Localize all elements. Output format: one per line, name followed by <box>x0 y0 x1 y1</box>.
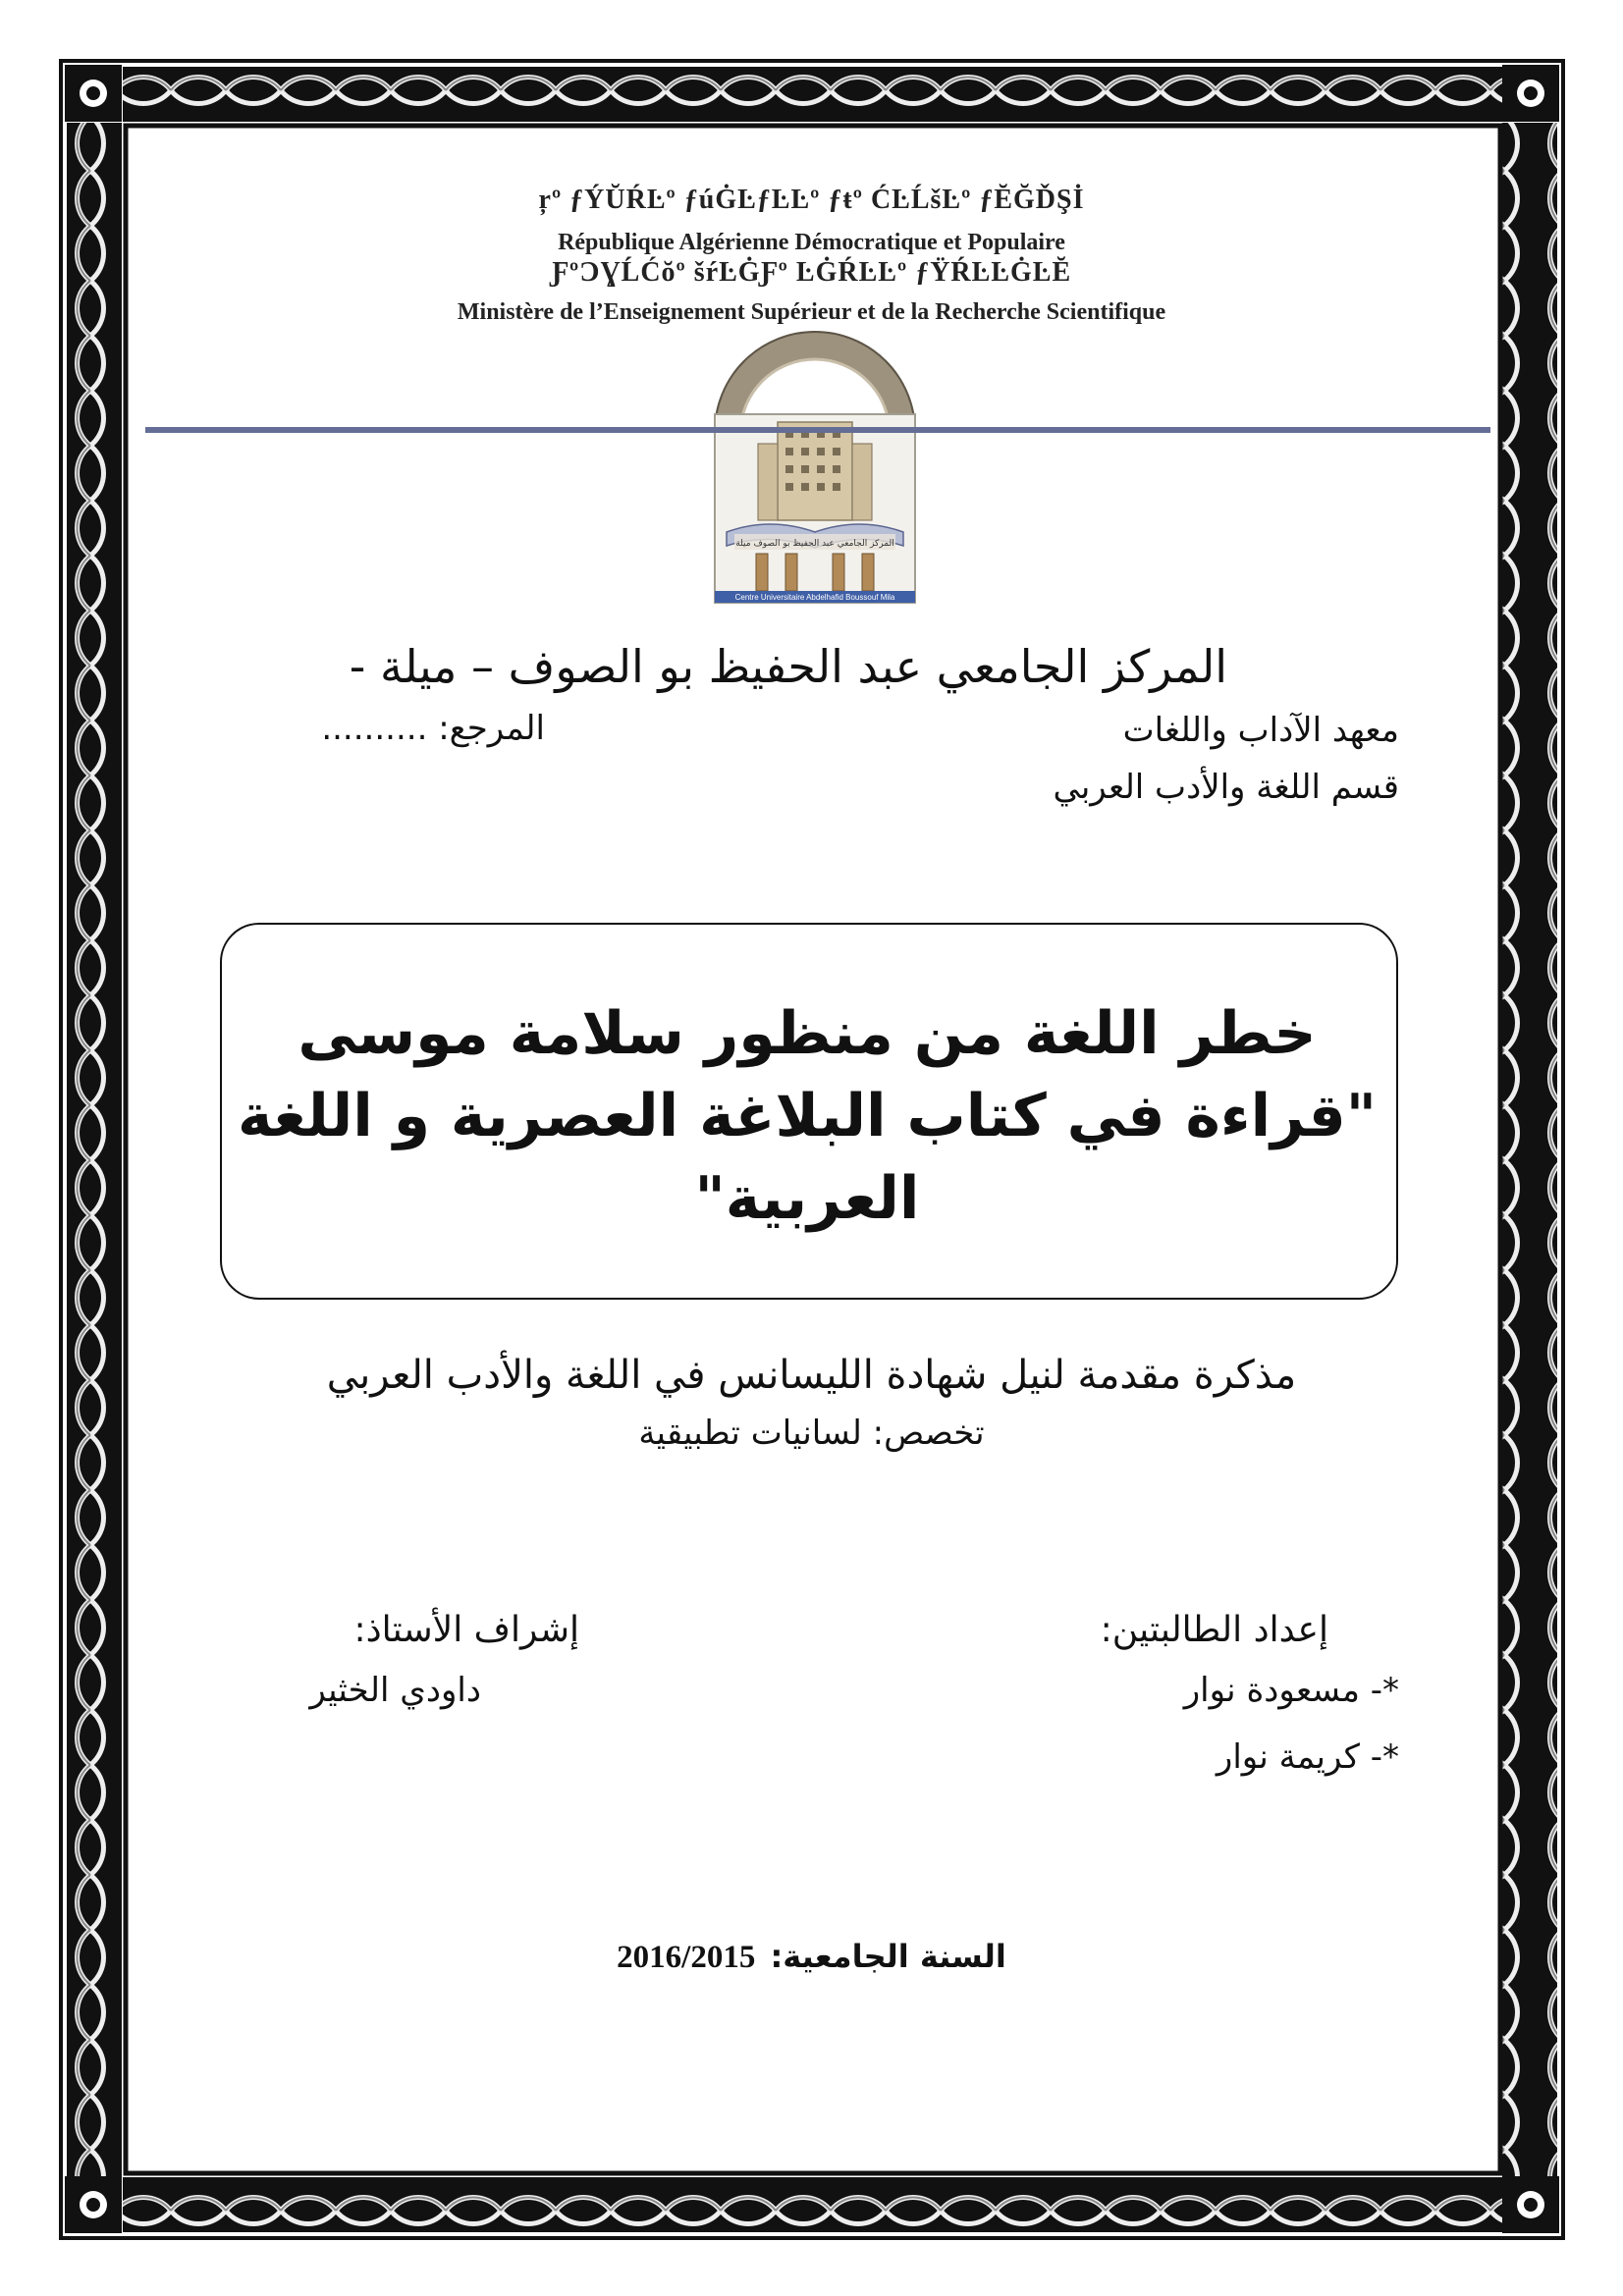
memo-specialty: تخصص: لسانيات تطبيقية <box>638 1414 985 1453</box>
supervisor-heading: إشراف الأستاذ: <box>353 1610 579 1650</box>
academic-year <box>0 1938 1623 1976</box>
corner-ornament <box>1502 2176 1559 2233</box>
student-name-2: *- كريمة نوار <box>1216 1737 1399 1777</box>
thesis-title-line-1: خطر اللغة من منظور سلامة موسى <box>298 999 1317 1068</box>
republic-name-fr: République Algérienne Démocratique et Populaire <box>558 230 1065 255</box>
logo-caption: Centre Universitaire Abdelhafid Boussouf Mila <box>734 593 895 602</box>
header-arabic-garbled-2: ƑºƆƔĹĆŏº šŕĿĠƑº ĿĠŔĿĿº ƒŸŔĿĿĠĿĔ <box>551 257 1072 288</box>
thesis-title-line-2: "قراءة في كتاب البلاغة العصرية و اللغة <box>237 1082 1378 1150</box>
corner-ornament <box>65 2176 122 2233</box>
logo-arabic-banner: المركز الجامعي عبد الحفيظ بو الصوف ميلة <box>735 539 894 549</box>
supervisor-name: داودي الخثير <box>309 1671 481 1710</box>
student-name-1: *- مسعودة نوار <box>1183 1671 1399 1710</box>
header-arabic-garbled-1: ŗº ƒÝŬŔĿº ƒúĠĿƒĿĿº ƒŧº ĆĿĹšĿº ƒĔĞĎŞİ <box>538 185 1085 215</box>
institute-name: معهد الآداب واللغات <box>1122 711 1399 750</box>
corner-ornament <box>65 65 122 122</box>
corner-ornament <box>1502 65 1559 122</box>
academic-year-label: السنة الجامعية: <box>770 1938 1006 1975</box>
university-logo <box>687 324 943 609</box>
thesis-title-line-3: العربية" <box>694 1164 920 1233</box>
ministry-name-fr: Ministère de l’Enseignement Supérieur et de la Recherche Scientifique <box>457 299 1166 325</box>
academic-year-value: 2016/2015 <box>617 1940 756 1975</box>
header-rule <box>145 427 1490 433</box>
reference-field: المرجع: .......... <box>321 709 545 748</box>
university-center-name: المركز الجامعي عبد الحفيظ بو الصوف – ميلة - <box>349 640 1227 693</box>
students-heading: إعداد الطالبتين: <box>1100 1610 1328 1650</box>
department-name: قسم اللغة والأدب العربي <box>1053 768 1399 807</box>
memo-purpose: مذكرة مقدمة لنيل شهادة الليسانس في اللغة والأدب العربي <box>326 1353 1297 1398</box>
